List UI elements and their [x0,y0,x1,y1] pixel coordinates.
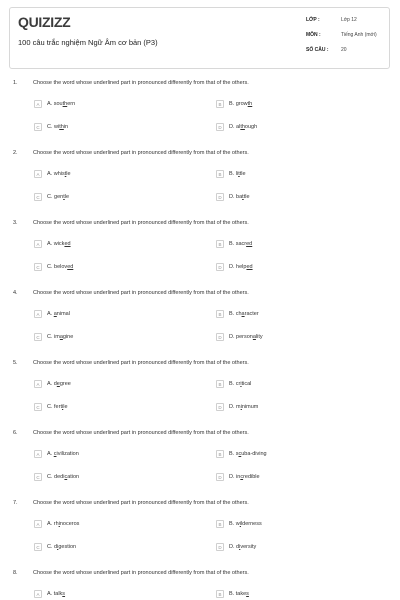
answer-option[interactable] [34,169,71,179]
answer-option[interactable] [34,122,68,132]
answer-option[interactable] [216,169,246,179]
option-letter-box[interactable]: B [216,170,224,178]
option-text: C. fertile [47,404,68,410]
underlined-part: c [53,451,57,457]
option-letter-box[interactable]: C [34,263,42,271]
option-text: C. beloved [47,264,74,270]
option-text: C. digestion [47,544,77,550]
underlined-part: c [240,474,244,480]
question-prompt: Choose the word whose underlined part in pronounced differently from that of the others. [33,360,249,366]
answer-option[interactable] [216,449,267,459]
option-letter-box[interactable]: A [34,380,42,388]
question-prompt: Choose the word whose underlined part in pronounced differently from that of the others. [33,80,249,86]
option-letter-box[interactable]: A [34,240,42,248]
underlined-part: s [62,591,66,597]
option-letter-box[interactable]: B [216,380,224,388]
underlined-part: t [64,171,67,177]
answer-option[interactable] [216,192,250,202]
answer-option[interactable] [216,519,262,529]
underlined-part: i [57,544,59,550]
option-text: D. helped [229,264,253,270]
option-letter-box[interactable]: D [216,543,224,551]
underlined-part: t [63,194,65,200]
answer-option[interactable] [34,519,79,529]
option-letter-box[interactable]: C [34,403,42,411]
question-number: 6. [13,430,18,436]
option-text: B. takes [229,591,249,597]
underlined-part: th [62,101,68,107]
option-letter-box[interactable]: B [216,450,224,458]
option-text: C. imagine [47,334,74,340]
answer-option[interactable] [34,472,79,482]
answer-option[interactable] [34,309,70,319]
underlined-part: e [56,381,60,387]
option-text: A. civilization [47,451,79,457]
option-text: D. diversity [229,544,257,550]
quizizz-logo: QUIZIZZ [18,14,71,30]
question-number: 2. [13,150,18,156]
option-letter-box[interactable]: D [216,473,224,481]
answer-option[interactable] [216,332,263,342]
meta-label-subject: MÔN : [306,32,321,38]
underlined-part: c [238,451,242,457]
option-letter-box[interactable]: C [34,193,42,201]
underlined-part: ed [246,264,253,270]
option-text: B. critical [229,381,252,387]
option-letter-box[interactable]: A [34,590,42,598]
option-text: A. wicked [47,241,71,247]
underlined-part: i [240,404,242,410]
answer-option[interactable] [34,262,73,272]
question-number: 8. [13,570,18,576]
page-title: 100 câu trắc nghiệm Ngữ Âm cơ bản (P3) [18,38,158,47]
answer-option[interactable] [34,402,68,412]
option-letter-box[interactable]: D [216,333,224,341]
answer-option[interactable] [34,589,65,599]
underlined-part: i [239,521,241,527]
underlined-part: t [242,194,244,200]
answer-option[interactable] [216,472,260,482]
question-prompt: Choose the word whose underlined part in pronounced differently from that of the others. [33,570,249,576]
meta-label-class: LỚP : [306,17,320,23]
meta-label-count: SỐ CÂU : [306,47,329,53]
question-prompt: Choose the word whose underlined part in pronounced differently from that of the others. [33,290,249,296]
option-text: B. scuba-diving [229,451,267,457]
question-number: 3. [13,220,18,226]
option-text: D. incredible [229,474,260,480]
option-text: A. degree [47,381,71,387]
question-prompt: Choose the word whose underlined part in pronounced differently from that of the others. [33,430,249,436]
underlined-part: th [247,101,253,107]
option-letter-box[interactable]: A [34,310,42,318]
option-text: A. southern [47,101,76,107]
underlined-part: i [240,381,242,387]
answer-option[interactable] [34,239,71,249]
underlined-part: th [59,124,64,130]
option-text: D. minimum [229,404,259,410]
underlined-part: c [64,474,68,480]
option-text: A. rhinoceros [47,521,80,527]
question-prompt: Choose the word whose underlined part in pronounced differently from that of the others. [33,150,249,156]
option-letter-box[interactable]: C [34,123,42,131]
option-letter-box[interactable]: A [34,520,42,528]
underlined-part: ed [246,241,253,247]
option-text: D. personality [229,334,263,340]
answer-option[interactable] [216,542,256,552]
option-letter-box[interactable]: B [216,590,224,598]
answer-option[interactable] [216,239,252,249]
underlined-part: a [241,311,245,317]
underlined-part: ed [67,264,74,270]
question-number: 5. [13,360,18,366]
option-text: A. animal [47,311,70,317]
answer-option[interactable] [34,542,76,552]
option-text: B. growth [229,101,253,107]
meta-value-subject: Tiếng Anh (mới) [341,32,377,38]
option-letter-box[interactable]: D [216,263,224,271]
option-letter-box[interactable]: D [216,403,224,411]
quiz-header [9,7,390,69]
option-text: C. within [47,124,69,130]
option-text: B. sacred [229,241,253,247]
option-text: D. although [229,124,258,130]
option-text: C. gentle [47,194,70,200]
option-letter-box[interactable]: B [216,520,224,528]
option-letter-box[interactable]: C [34,333,42,341]
answer-option[interactable] [216,402,258,412]
option-text: D. battle [229,194,250,200]
underlined-part: i [58,521,60,527]
option-letter-box[interactable]: A [34,100,42,108]
option-text: B. little [229,171,246,177]
answer-option[interactable] [216,589,249,599]
answer-option[interactable] [34,449,79,459]
option-letter-box[interactable]: A [34,170,42,178]
answer-option[interactable] [34,192,69,202]
option-letter-box[interactable]: B [216,310,224,318]
answer-option[interactable] [216,99,252,109]
option-letter-box[interactable]: C [34,473,42,481]
option-text: C. dedication [47,474,80,480]
option-text: A. talks [47,591,66,597]
answer-option[interactable] [216,309,259,319]
underlined-part: th [240,124,245,130]
question-prompt: Choose the word whose underlined part in pronounced differently from that of the others. [33,220,249,226]
question-number: 1. [13,80,18,86]
underlined-part: ed [64,241,71,247]
underlined-part: a [252,334,256,340]
question-prompt: Choose the word whose underlined part in pronounced differently from that of the others. [33,500,249,506]
option-text: B. wilderness [229,521,262,527]
answer-option[interactable] [34,99,75,109]
underlined-part: a [59,334,63,340]
option-text: A. whistle [47,171,71,177]
answer-option[interactable] [34,379,71,389]
option-letter-box[interactable]: B [216,240,224,248]
answer-option[interactable] [216,379,251,389]
answer-option[interactable] [34,332,73,342]
underlined-part: i [61,404,64,410]
meta-value-count: 20 [341,47,347,53]
meta-value-class: Lớp 12 [341,17,357,23]
answer-option[interactable] [216,122,257,132]
option-letter-box[interactable]: A [34,450,42,458]
underlined-part: t [238,171,240,177]
question-number: 7. [13,500,18,506]
underlined-part: i [239,544,241,550]
answer-option[interactable] [216,262,253,272]
underlined-part: s [246,591,249,597]
option-letter-box[interactable]: D [216,193,224,201]
underlined-part: a [53,311,57,317]
option-letter-box[interactable]: B [216,100,224,108]
option-text: B. character [229,311,259,317]
option-letter-box[interactable]: C [34,543,42,551]
question-number: 4. [13,290,18,296]
option-letter-box[interactable]: D [216,123,224,131]
